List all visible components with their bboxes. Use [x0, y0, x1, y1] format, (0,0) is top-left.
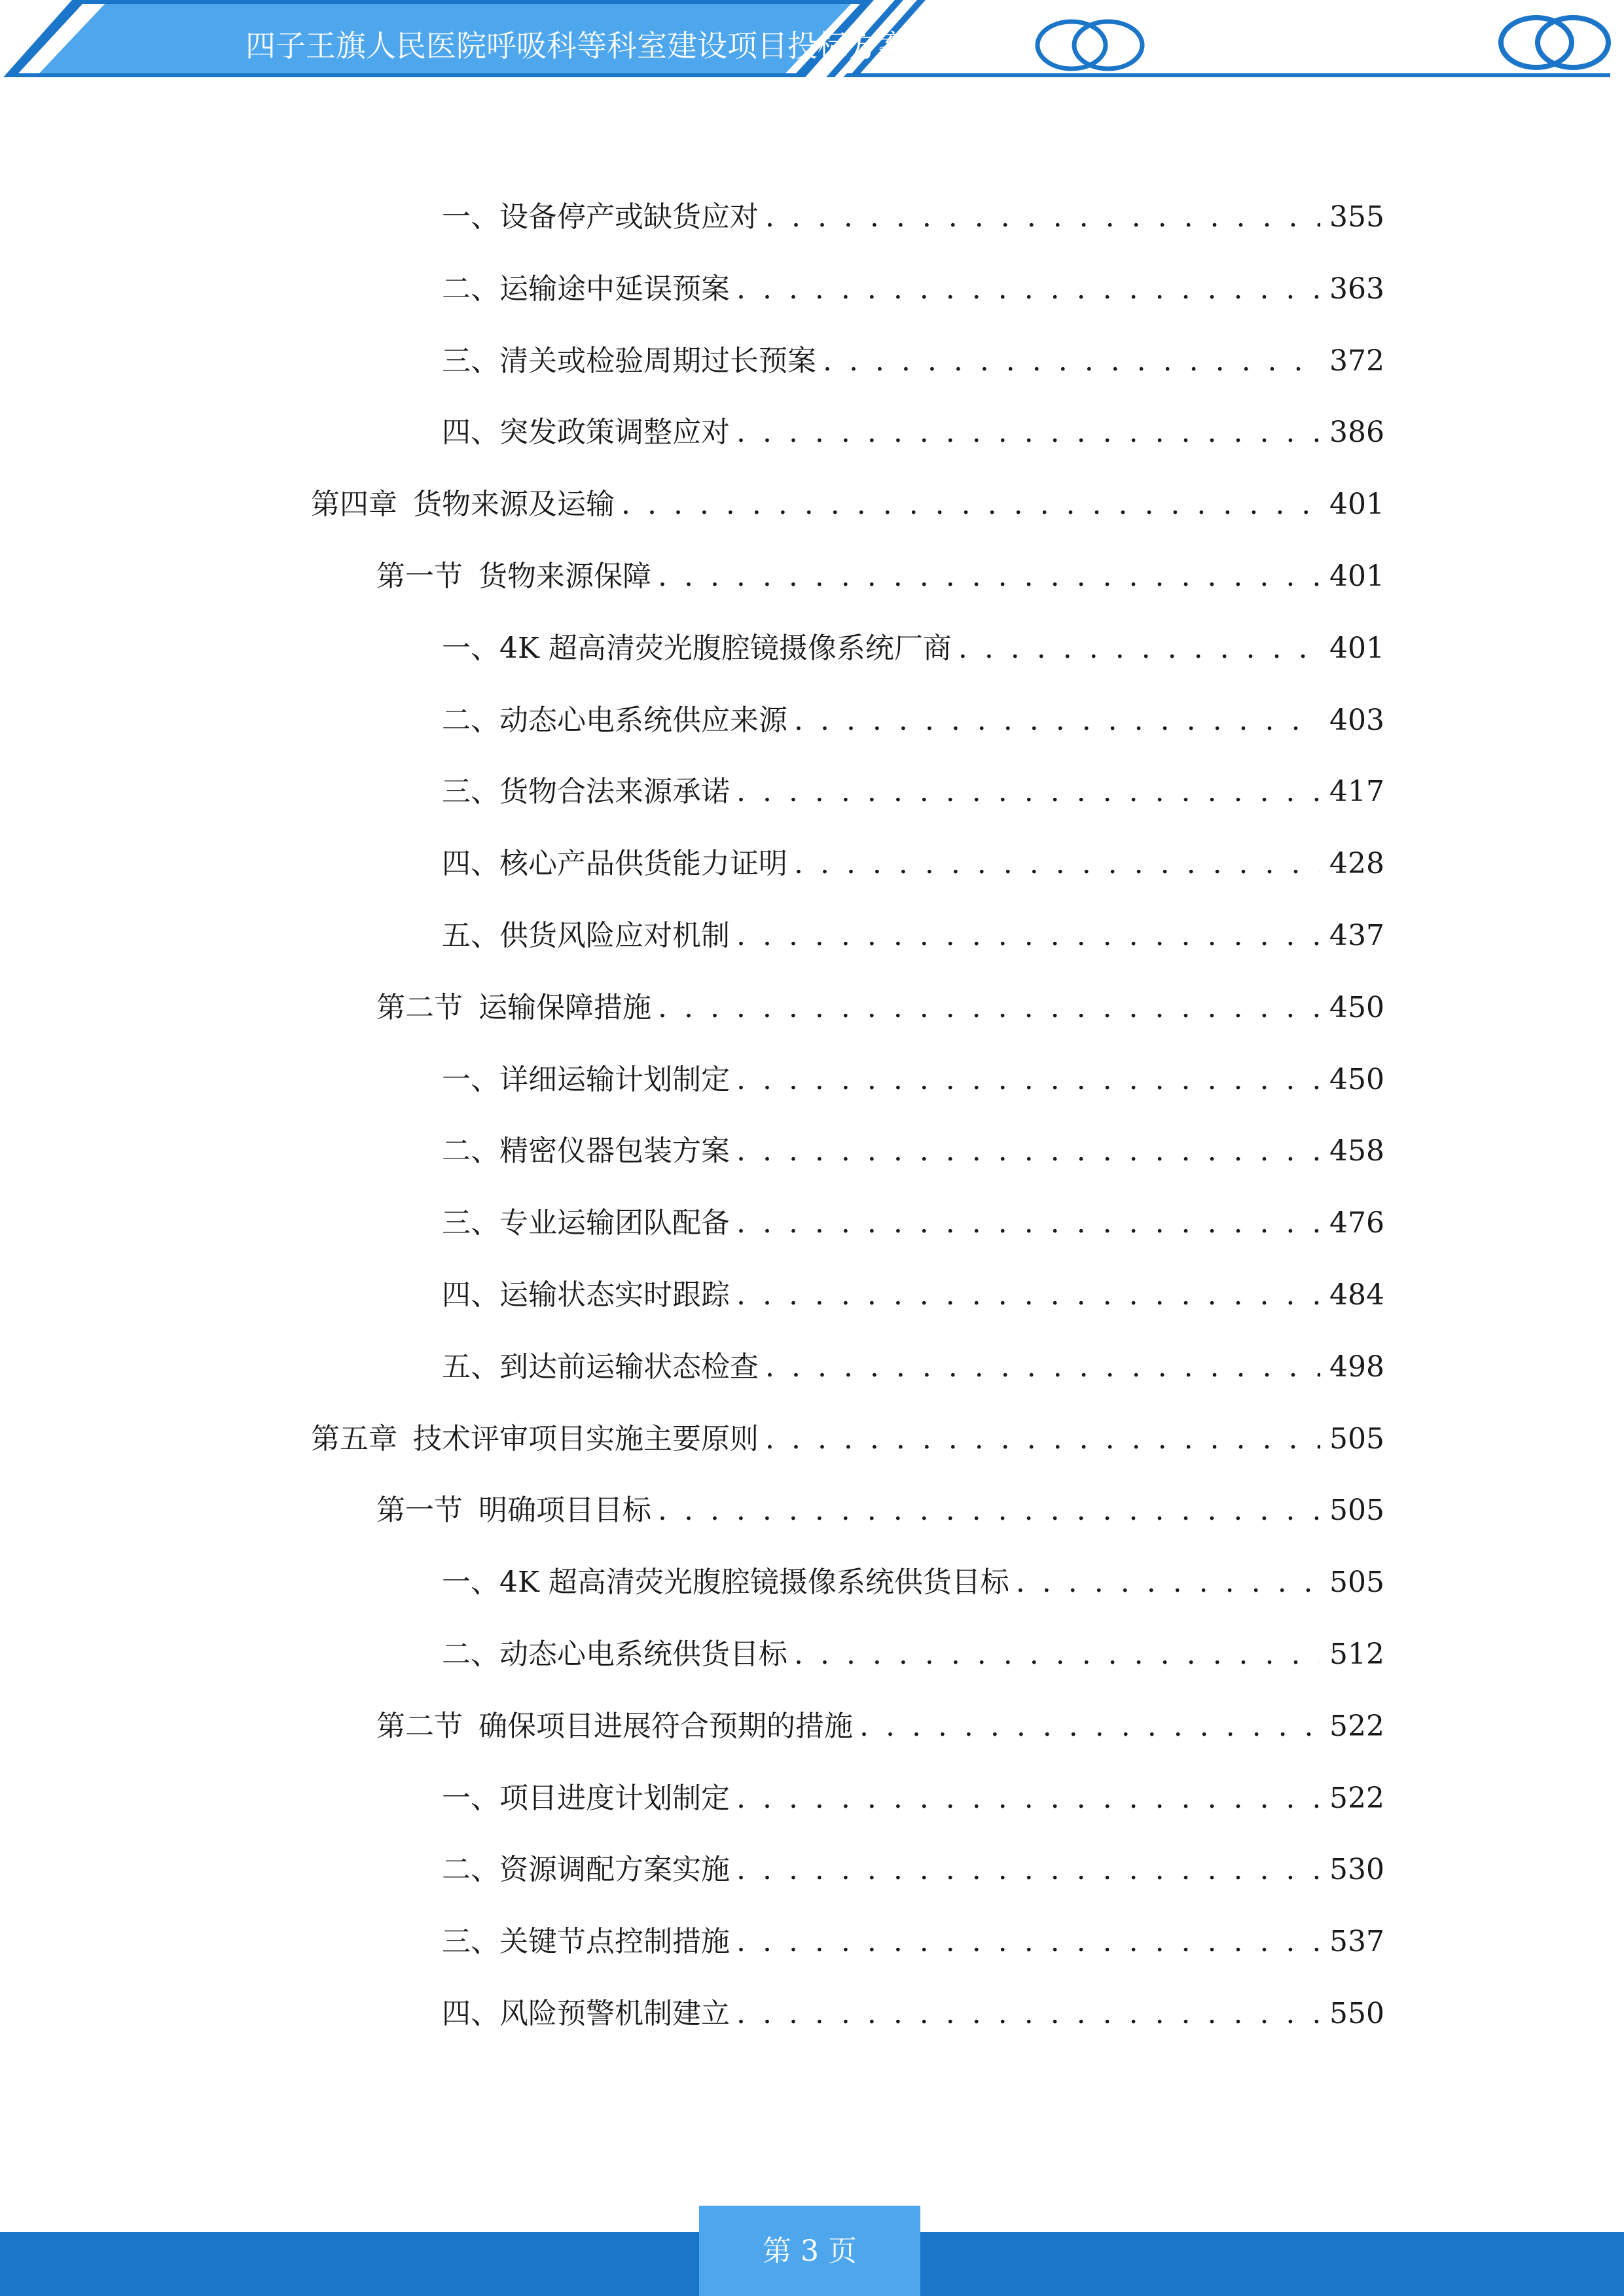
toc-dot-leader [1016, 1560, 1320, 1605]
toc-entry-page: 505 [1329, 1566, 1384, 1599]
toc-entry[interactable] [442, 1128, 1384, 1174]
toc-entry-title: 资源调配方案实施 [499, 1853, 730, 1886]
toc-entry-title: 技术评审项目实施主要原则 [413, 1422, 759, 1456]
toc-entry-page: 512 [1329, 1638, 1384, 1671]
toc-dot-leader [736, 266, 1320, 312]
toc-entry-title: 运输状态实时跟踪 [499, 1278, 730, 1312]
toc-entry[interactable] [442, 1991, 1384, 2037]
toc-entry[interactable] [442, 698, 1384, 744]
toc-entry-title: 详细运输计划制定 [499, 1063, 730, 1096]
toc-entry[interactable] [376, 1488, 1384, 1534]
toc-entry-title: 项目进度计划制定 [499, 1782, 730, 1815]
toc-entry[interactable] [442, 1344, 1384, 1390]
toc-entry-page: 505 [1329, 1422, 1384, 1456]
toc-entry[interactable] [442, 1919, 1384, 1965]
toc-entry-page: 428 [1329, 847, 1384, 880]
toc-entry-page: 417 [1329, 775, 1384, 808]
toc-entry-number: 二、 [442, 704, 499, 737]
toc-entry[interactable] [442, 338, 1384, 384]
toc-entry-page: 505 [1329, 1494, 1384, 1527]
toc-entry-page: 550 [1329, 1997, 1384, 2030]
header-right-line [843, 73, 1610, 77]
toc-entry-title: 4K 超高清荧光腹腔镜摄像系统供货目标 [499, 1566, 1009, 1599]
toc-entry-title: 清关或检验周期过长预案 [499, 344, 816, 378]
toc-entry[interactable] [376, 554, 1384, 600]
toc-entry-page: 372 [1329, 344, 1384, 378]
toc-entry-number: 四、 [442, 847, 499, 880]
toc-entry-title: 核心产品供货能力证明 [499, 847, 787, 880]
toc-entry-title: 关键节点控制措施 [499, 1925, 730, 1958]
toc-entry-number: 三、 [442, 1925, 499, 1958]
toc-entry[interactable] [311, 482, 1384, 528]
toc-dot-leader [736, 1919, 1320, 1965]
toc-entry-title: 明确项目目标 [478, 1494, 651, 1527]
toc-dot-leader [958, 626, 1320, 672]
toc-entry-title: 风险预警机制建立 [499, 1997, 730, 2030]
toc-dot-leader [736, 1272, 1320, 1318]
toc-entry-page: 484 [1329, 1278, 1384, 1312]
toc-entry[interactable] [376, 1704, 1384, 1749]
toc-entry[interactable] [442, 1847, 1384, 1893]
toc-entry[interactable] [311, 1416, 1384, 1462]
toc-entry-title: 动态心电系统供货目标 [499, 1638, 787, 1671]
toc-entry-number: 五、 [442, 1350, 499, 1384]
toc-entry-page: 522 [1329, 1710, 1384, 1743]
toc-entry-title: 货物来源及运输 [413, 488, 615, 521]
toc-entry[interactable] [442, 266, 1384, 312]
toc-entry-page: 450 [1329, 1063, 1384, 1096]
toc-dot-leader [765, 1344, 1320, 1390]
toc-dot-leader [736, 1776, 1320, 1821]
toc-entry[interactable] [442, 1200, 1384, 1246]
toc-entry-page: 522 [1329, 1782, 1384, 1815]
page-header [0, 0, 1624, 85]
toc-entry-number: 四、 [442, 1278, 499, 1312]
toc-entry[interactable] [442, 1776, 1384, 1821]
toc-entry-number: 二、 [442, 272, 499, 306]
toc-dot-leader [736, 769, 1320, 815]
toc-entry-number: 五、 [442, 919, 499, 952]
toc-entry[interactable] [442, 913, 1384, 959]
toc-entry-page: 498 [1329, 1350, 1384, 1384]
toc-entry-number: 三、 [442, 775, 499, 808]
toc-entry-number: 一、 [442, 632, 499, 665]
toc-entry-page: 403 [1329, 704, 1384, 737]
toc-dot-leader [736, 1847, 1320, 1893]
toc-dot-leader [736, 1057, 1320, 1103]
toc-entry[interactable] [442, 1632, 1384, 1677]
toc-entry-number: 四、 [442, 1997, 499, 2030]
toc-entry-title: 精密仪器包装方案 [499, 1134, 730, 1168]
toc-entry-title: 运输保障措施 [478, 991, 651, 1024]
toc-dot-leader [736, 913, 1320, 959]
toc-dot-leader [658, 985, 1320, 1031]
toc-entry[interactable] [376, 985, 1384, 1031]
toc-entry-title: 货物来源保障 [478, 560, 651, 593]
toc-entry[interactable] [442, 410, 1384, 456]
toc-dot-leader [658, 1488, 1320, 1534]
toc-entry-number: 第四章 [311, 488, 397, 521]
toc-entry[interactable] [442, 841, 1384, 887]
toc-entry-page: 401 [1329, 488, 1384, 521]
toc-dot-leader [736, 1200, 1320, 1246]
toc-entry-title: 设备停产或缺货应对 [499, 200, 759, 234]
toc-entry-number: 第二节 [376, 991, 463, 1024]
toc-dot-leader [765, 1416, 1320, 1462]
toc-entry-page: 401 [1329, 632, 1384, 665]
toc-entry-page: 537 [1329, 1925, 1384, 1958]
toc-dot-leader [823, 338, 1320, 384]
toc-entry-number: 二、 [442, 1853, 499, 1886]
toc-entry-number: 四、 [442, 416, 499, 449]
toc-entry-page: 450 [1329, 991, 1384, 1024]
toc-entry-number: 一、 [442, 1782, 499, 1815]
toc-entry-number: 一、 [442, 1566, 499, 1599]
toc-dot-leader [736, 1991, 1320, 2037]
toc-dot-leader [736, 410, 1320, 456]
toc-entry-number: 三、 [442, 1206, 499, 1240]
toc-entry-page: 458 [1329, 1134, 1384, 1168]
header-title: 四子王旗人民医院呼吸科等科室建设项目投标方案（技术标） [245, 28, 1058, 63]
toc-entry-title: 确保项目进展符合预期的措施 [478, 1710, 853, 1743]
toc-entry-number: 二、 [442, 1638, 499, 1671]
toc-entry-title: 供货风险应对机制 [499, 919, 730, 952]
toc-entry-title: 4K 超高清荧光腹腔镜摄像系统厂商 [499, 632, 952, 665]
toc-entry[interactable] [442, 1560, 1384, 1605]
toc-dot-leader [794, 1632, 1320, 1677]
toc-entry-page: 355 [1329, 200, 1384, 234]
toc-entry-title: 突发政策调整应对 [499, 416, 730, 449]
toc-dot-leader [736, 1128, 1320, 1174]
toc-entry-page: 530 [1329, 1853, 1384, 1886]
toc-entry-number: 第一节 [376, 1494, 463, 1527]
double-ring-logo-icon [1496, 13, 1614, 72]
toc-entry-number: 第二节 [376, 1710, 463, 1743]
toc-entry-number: 第一节 [376, 560, 463, 593]
toc-entry[interactable] [442, 769, 1384, 815]
toc-entry[interactable] [442, 1057, 1384, 1103]
toc-entry[interactable] [442, 626, 1384, 672]
toc-entry-title: 运输途中延误预案 [499, 272, 730, 306]
toc-entry-number: 一、 [442, 1063, 499, 1096]
toc-dot-leader [859, 1704, 1320, 1749]
toc-entry-number: 一、 [442, 200, 499, 234]
toc-entry-page: 401 [1329, 560, 1384, 593]
toc-entry-page: 363 [1329, 272, 1384, 306]
toc-dot-leader [794, 698, 1320, 744]
toc-dot-leader [658, 554, 1320, 600]
double-ring-logo-icon [1031, 16, 1149, 75]
toc-entry-number: 二、 [442, 1134, 499, 1168]
toc-entry[interactable] [442, 194, 1384, 240]
toc-dot-leader [621, 482, 1320, 528]
toc-dot-leader [765, 194, 1320, 240]
toc-entry-title: 货物合法来源承诺 [499, 775, 730, 808]
toc-entry[interactable] [442, 1272, 1384, 1318]
toc-entry-title: 动态心电系统供应来源 [499, 704, 787, 737]
toc-entry-title: 专业运输团队配备 [499, 1206, 730, 1240]
page-number: 第 3 页 [763, 2234, 857, 2268]
toc-entry-number: 三、 [442, 344, 499, 378]
toc-entry-title: 到达前运输状态检查 [499, 1350, 759, 1384]
toc-entry-page: 476 [1329, 1206, 1384, 1240]
toc-entry-page: 386 [1329, 416, 1384, 449]
toc-entry-number: 第五章 [311, 1422, 397, 1456]
toc-dot-leader [794, 841, 1320, 887]
toc-entry-page: 437 [1329, 919, 1384, 952]
